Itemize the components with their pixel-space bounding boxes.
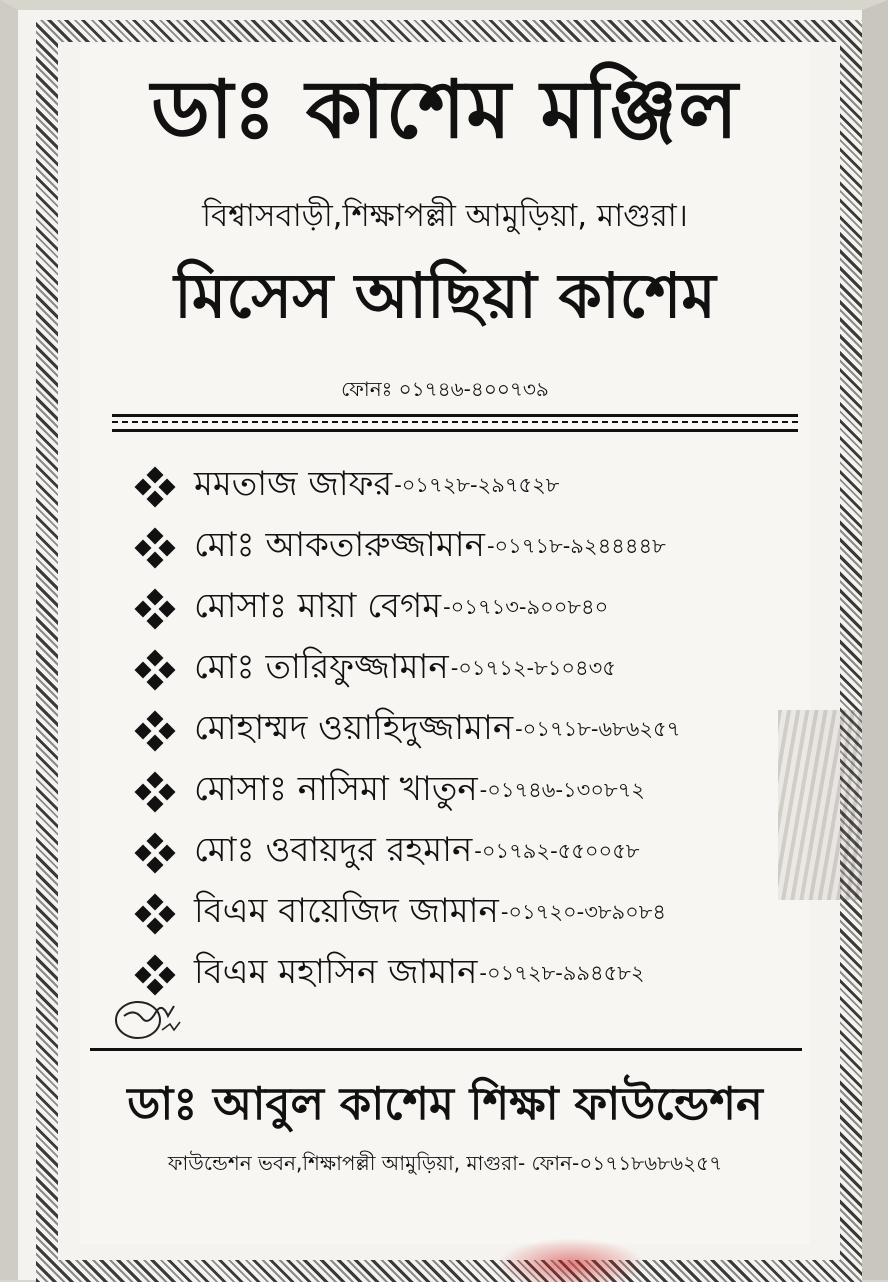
weathered-patch	[778, 710, 862, 900]
member-number: -০১৭১২-৮১০৪৩৫	[450, 656, 616, 680]
four-diamond-bullet-icon	[136, 651, 174, 689]
member-number: -০১৭২৮-৯৯৪৫৮২	[479, 961, 645, 985]
owner-phone: ফোনঃ ০১৭৪৬-৪০০৭৩৯	[341, 377, 549, 401]
handwritten-signature	[110, 986, 190, 1046]
list-item	[136, 822, 796, 883]
member-number: -০১৭১৮-৯২৪৪৪৪৮	[486, 534, 666, 558]
member-list	[136, 456, 796, 1005]
sign-address: বিশ্বাসবাড়ী,শিক্ষাপল্লী আমুড়িয়া, মাগুরা।	[202, 198, 688, 234]
four-diamond-bullet-icon	[136, 895, 174, 933]
four-diamond-bullet-icon	[136, 468, 174, 506]
member-name: মোহাম্মদ ওয়াহিদুজ্জামান	[194, 708, 514, 748]
member-name: মোসাঃ নাসিমা খাতুন	[194, 769, 478, 809]
list-item	[136, 700, 796, 761]
four-diamond-bullet-icon	[136, 712, 174, 750]
member-number: -০১৭২০-৩৮৯০৮৪	[500, 900, 667, 924]
single-divider	[90, 1048, 802, 1051]
member-name: মোসাঃ মায়া বেগম	[194, 586, 442, 626]
member-number: -০১৭৯২-৫৫০০৫৮	[474, 839, 640, 863]
red-stain	[496, 1238, 646, 1282]
list-item	[136, 944, 796, 1005]
member-number: -০১৭২৮-২৯৭৫২৮	[394, 473, 560, 497]
member-name: মোঃ আকতারুজ্জামান	[194, 525, 485, 565]
owner-name: মিসেস আছিয়া কাশেম	[174, 259, 716, 332]
member-number: -০১৭১৮-৬৮৬২৫৭	[515, 717, 681, 741]
foundation-name: ডাঃ আবুল কাশেম শিক্ষা ফাউন্ডেশন	[127, 1077, 763, 1130]
four-diamond-bullet-icon	[136, 834, 174, 872]
four-diamond-bullet-icon	[136, 590, 174, 628]
member-name: মোঃ ওবায়দুর রহমান	[194, 830, 473, 870]
list-item	[136, 517, 796, 578]
double-divider	[112, 414, 798, 432]
list-item	[136, 456, 796, 517]
list-item	[136, 639, 796, 700]
four-diamond-bullet-icon	[136, 773, 174, 811]
member-name: বিএম বায়েজিদ জামান	[194, 891, 499, 931]
sign-title: ডাঃ কাশেম মঞ্জিল	[151, 63, 739, 156]
list-item	[136, 578, 796, 639]
foundation-address: ফাউন্ডেশন ভবন,শিক্ষাপল্লী আমুড়িয়া, মাগুরা- ফোন-০১৭১৮৬৮৬২৫৭	[167, 1151, 723, 1175]
four-diamond-bullet-icon	[136, 529, 174, 567]
member-number: -০১৭১৩-৯০০৮৪০	[443, 595, 609, 619]
list-item	[136, 761, 796, 822]
member-number: -০১৭৪৬-১৩০৮৭২	[479, 778, 645, 802]
member-name: বিএম মহাসিন জামান	[194, 952, 478, 992]
list-item	[136, 883, 796, 944]
member-name: মমতাজ জাফর	[194, 464, 393, 504]
member-name: মোঃ তারিফুজ্জামান	[194, 647, 449, 687]
signboard-content	[80, 44, 810, 1244]
